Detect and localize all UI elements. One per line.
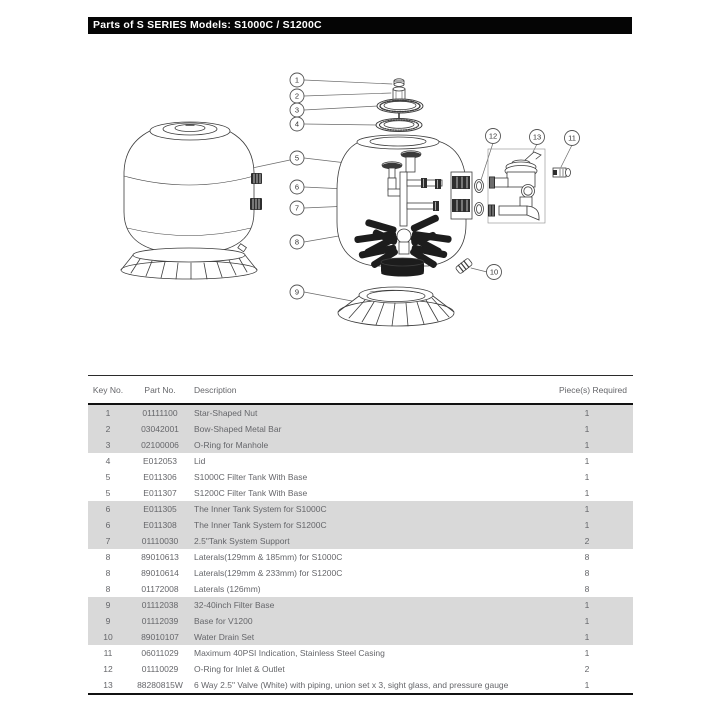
cell-pieces-required: 1 — [584, 424, 590, 434]
tank-neck-drawing — [381, 258, 424, 277]
cell-description: Bow-Shaped Metal Bar — [194, 424, 282, 434]
cell-description: Laterals (126mm) — [194, 584, 261, 594]
cell-key-no: 4 — [105, 456, 111, 466]
cell-part-no: 03042001 — [141, 424, 179, 434]
table-row — [88, 613, 633, 629]
callout-7 — [290, 201, 304, 215]
exploded-parts-diagram — [88, 50, 633, 355]
cell-key-no: 5 — [105, 488, 111, 498]
callout-11 — [565, 131, 580, 146]
star-nut-drawing — [394, 79, 404, 87]
cell-key-no: 6 — [105, 504, 111, 514]
cell-pieces-required: 2 — [584, 536, 590, 546]
callout-8 — [290, 235, 304, 249]
parts-table-body — [88, 405, 633, 695]
cell-key-no: 5 — [105, 472, 111, 482]
svg-text:8: 8 — [294, 237, 300, 247]
svg-text:11: 11 — [568, 133, 576, 143]
cell-part-no: 01112038 — [141, 600, 179, 610]
cell-part-no: E011305 — [143, 504, 177, 514]
callout-9 — [290, 285, 304, 299]
water-drain-drawing — [455, 258, 473, 274]
cell-pieces-required: 1 — [584, 648, 590, 658]
cell-pieces-required: 8 — [584, 568, 590, 578]
cell-pieces-required: 1 — [584, 488, 590, 498]
header-part-no: Part No. — [144, 384, 176, 395]
cell-pieces-required: 8 — [584, 584, 590, 594]
cell-pieces-required: 2 — [584, 664, 590, 674]
cell-part-no: 88280815W — [137, 680, 183, 690]
cell-part-no: 01172008 — [141, 584, 179, 594]
cell-part-no: 01110030 — [141, 536, 179, 546]
header-key-no: Key No. — [92, 384, 124, 395]
cell-pieces-required: 1 — [584, 520, 590, 530]
table-row — [88, 581, 633, 597]
cell-description: Star-Shaped Nut — [194, 408, 258, 418]
cell-key-no: 12 — [103, 664, 113, 674]
callout-4 — [290, 117, 304, 131]
cell-pieces-required: 1 — [584, 456, 590, 466]
cell-description: Maximum 40PSI Indication, Stainless Steel Casing — [194, 648, 385, 658]
inner-tank-system-drawing — [337, 135, 472, 277]
cell-key-no: 10 — [103, 632, 113, 642]
table-row — [88, 421, 633, 437]
cell-part-no: E012053 — [142, 456, 178, 466]
cell-pieces-required: 1 — [584, 616, 590, 626]
svg-text:6: 6 — [294, 182, 300, 192]
tank-inlet-fitting — [251, 173, 262, 184]
cell-description: Lid — [194, 456, 206, 466]
cell-part-no: 89010613 — [141, 552, 179, 562]
cell-description: S1200C Filter Tank With Base — [194, 488, 308, 498]
multiport-valve-drawing — [488, 149, 545, 223]
cell-part-no: E011306 — [143, 472, 177, 482]
cell-key-no: 3 — [105, 440, 111, 450]
svg-text:7: 7 — [294, 203, 300, 213]
table-row — [88, 565, 633, 581]
table-row — [88, 485, 633, 501]
cell-part-no: 01111100 — [142, 408, 178, 418]
filter-tank-drawing — [121, 122, 262, 279]
metal-bar-drawing — [393, 87, 405, 100]
callout-12 — [486, 129, 501, 144]
cell-pieces-required: 1 — [584, 440, 590, 450]
callout-10 — [487, 265, 502, 280]
parts-table — [88, 375, 633, 695]
cell-part-no: 02100006 — [141, 440, 179, 450]
parts-diagram-svg — [88, 50, 633, 355]
filter-base-drawing — [338, 287, 454, 326]
cell-part-no: 89010614 — [141, 568, 179, 578]
cell-pieces-required: 1 — [584, 600, 590, 610]
cell-pieces-required: 1 — [584, 632, 590, 642]
cell-description: O-Ring for Manhole — [194, 440, 269, 450]
callout-1 — [290, 73, 304, 87]
tank-base-drawing — [121, 248, 257, 279]
table-row — [88, 661, 633, 677]
cell-description: Base for V1200 — [194, 616, 253, 626]
table-row — [88, 629, 633, 645]
callout-6 — [290, 180, 304, 194]
table-row — [88, 453, 633, 469]
table-row — [88, 501, 633, 517]
cell-key-no: 6 — [105, 520, 111, 530]
cell-pieces-required: 1 — [584, 680, 590, 690]
cell-description: Laterals(129mm & 185mm) for S1000C — [194, 552, 343, 562]
cell-key-no: 2 — [105, 424, 111, 434]
callout-13 — [530, 130, 545, 145]
cell-key-no: 11 — [103, 648, 113, 658]
svg-text:13: 13 — [532, 132, 542, 142]
cell-part-no: 89010107 — [141, 632, 179, 642]
cell-description: O-Ring for Inlet & Outlet — [194, 664, 285, 674]
svg-text:10: 10 — [489, 267, 499, 277]
table-row — [88, 517, 633, 533]
table-row — [88, 469, 633, 485]
cell-part-no: E011307 — [143, 488, 177, 498]
cell-description: The Inner Tank System for S1200C — [194, 520, 327, 530]
callout-2 — [290, 89, 304, 103]
svg-text:2: 2 — [294, 91, 300, 101]
cell-key-no: 8 — [105, 584, 111, 594]
table-row — [88, 645, 633, 661]
cell-key-no: 9 — [105, 616, 111, 626]
header-pieces-required: Piece(s) Required — [558, 384, 627, 395]
cell-description: Laterals(129mm & 233mm) for S1200C — [194, 568, 343, 578]
svg-text:4: 4 — [294, 119, 300, 129]
cell-key-no: 7 — [105, 536, 111, 546]
svg-text:5: 5 — [294, 153, 300, 163]
cell-part-no: 01110029 — [141, 664, 179, 674]
cell-description: The Inner Tank System for S1000C — [194, 504, 327, 514]
svg-text:12: 12 — [488, 131, 498, 141]
exploded-lid-parts — [376, 79, 423, 132]
table-row — [88, 437, 633, 453]
lid-drawing — [376, 119, 422, 132]
cell-description: S1000C Filter Tank With Base — [194, 472, 308, 482]
svg-text:1: 1 — [294, 75, 300, 85]
header-description: Description — [194, 384, 237, 395]
manhole-oring-drawing — [377, 99, 423, 113]
cell-pieces-required: 1 — [584, 408, 590, 418]
table-row — [88, 597, 633, 613]
tank-outlet-fitting — [250, 198, 262, 210]
table-row — [88, 533, 633, 549]
cell-description: Water Drain Set — [194, 632, 255, 642]
wall-flange-drawing — [451, 172, 472, 219]
callout-3 — [290, 103, 304, 117]
callout-5 — [290, 151, 304, 165]
parts-table-header — [88, 375, 633, 405]
cell-description: 2.5"Tank System Support — [194, 536, 290, 546]
cell-part-no: 01112039 — [141, 616, 179, 626]
cell-pieces-required: 1 — [584, 504, 590, 514]
cell-pieces-required: 1 — [584, 472, 590, 482]
svg-text:9: 9 — [294, 287, 300, 297]
cell-key-no: 9 — [105, 600, 111, 610]
cell-key-no: 13 — [103, 680, 113, 690]
inlet-outlet-orings-drawing — [475, 180, 484, 216]
page-title: Parts of S SERIES Models: S1000C / S1200C — [88, 17, 632, 34]
cell-part-no: 06011029 — [141, 648, 179, 658]
cell-description: 32-40inch Filter Base — [194, 600, 275, 610]
table-row — [88, 549, 633, 565]
cell-part-no: E011308 — [143, 520, 177, 530]
table-row — [88, 677, 633, 693]
cell-pieces-required: 8 — [584, 552, 590, 562]
pressure-gauge-drawing — [553, 168, 571, 177]
svg-text:3: 3 — [294, 105, 300, 115]
cell-key-no: 1 — [105, 408, 111, 418]
table-row — [88, 405, 633, 421]
cell-key-no: 8 — [105, 568, 111, 578]
cell-key-no: 8 — [105, 552, 111, 562]
cell-description: 6 Way 2.5" Valve (White) with piping, union set x 3, sight glass, and pressure gauge — [194, 680, 509, 690]
